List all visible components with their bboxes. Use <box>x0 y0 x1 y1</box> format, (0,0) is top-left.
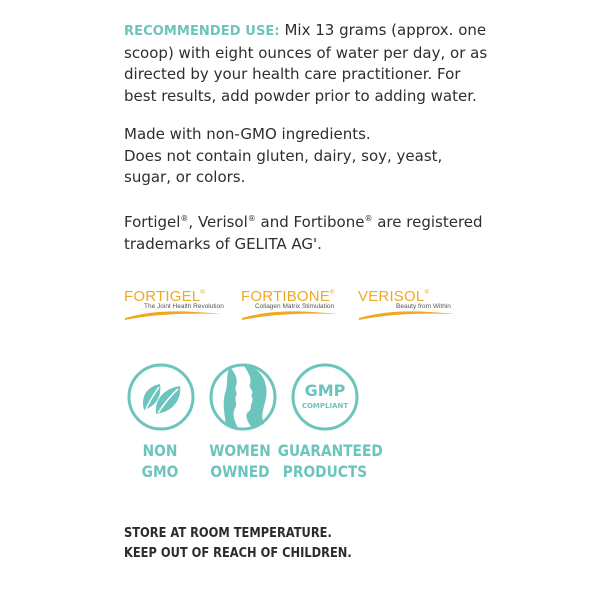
recommended-use-text-1: Mix 13 grams (approx. one <box>279 21 487 39</box>
ingredients-text-2: Does not contain gluten, dairy, soy, yeast, <box>124 146 443 165</box>
fortibone-logo-name: FORTIBONE® <box>241 288 335 305</box>
fortigel-logo <box>124 288 222 324</box>
fortigel-logo-tagline: The Joint Health Revolution <box>144 303 224 310</box>
guaranteed-products-label-line1: GUARANTEED <box>277 441 383 460</box>
recommended-use-text-4: best results, add powder prior to adding water. <box>124 86 477 105</box>
gmp-icon <box>290 362 360 432</box>
trademarks-text-1 <box>124 208 494 234</box>
verisol-logo-tagline: Beauty from Within <box>396 303 451 310</box>
comma: , <box>188 213 198 231</box>
ingredients-text-3: sugar, or colors. <box>124 168 246 186</box>
storage-warning-line1: STORE AT ROOM TEMPERATURE. <box>124 526 332 541</box>
storage-warning <box>124 524 352 564</box>
trademarks-paragraph <box>124 208 494 255</box>
non-gmo-label-line1: NON <box>142 441 178 460</box>
women-profile-icon <box>208 362 278 432</box>
non-gmo-label-line2: GMO <box>141 462 179 481</box>
women-owned-label-line2: OWNED <box>210 462 270 481</box>
fortibone-logo-tagline: Collagen Matrix Stimulation <box>255 303 335 310</box>
recommended-use-text-2: scoop) with eight ounces of water per day, or as <box>124 43 488 62</box>
ingredients-paragraph <box>124 124 494 189</box>
women-owned-label <box>193 440 288 482</box>
recommended-use-label: RECOMMENDED USE: <box>124 24 280 39</box>
guaranteed-products-label <box>277 440 383 482</box>
recommended-use-paragraph <box>124 20 494 107</box>
guaranteed-products-label-line2: PRODUCTS <box>282 462 368 481</box>
storage-warning-line2: KEEP OUT OF REACH OF CHILDREN. <box>124 546 352 561</box>
verisol-logo <box>358 288 456 324</box>
compliant-icon-text: COMPLIANT <box>301 402 349 410</box>
women-owned-label-line1: WOMEN <box>209 441 271 460</box>
registered-mark: ® <box>180 214 189 223</box>
gmp-icon-text: GMP <box>304 381 346 400</box>
and-word: and <box>255 213 294 231</box>
fortigel-word: Fortigel <box>124 213 181 231</box>
fortigel-logo-name: FORTIGEL® <box>124 288 205 305</box>
verisol-word: Verisol <box>197 213 248 231</box>
recommended-use-text-3: directed by your health care practitioner. For <box>124 65 461 83</box>
fortibone-swoosh-icon <box>241 308 339 322</box>
fortigel-swoosh-icon <box>124 308 222 322</box>
verisol-logo-name: VERISOL® <box>358 288 430 305</box>
registered-mark: ® <box>247 214 256 223</box>
fortibone-word: Fortibone <box>293 213 365 231</box>
registered-tail: are registered <box>372 213 483 231</box>
fortibone-logo <box>241 288 339 324</box>
registered-mark: ® <box>364 214 373 223</box>
verisol-swoosh-icon <box>358 308 456 322</box>
ingredients-text-1: Made with non-GMO ingredients. <box>124 125 371 143</box>
trademarks-text-2: trademarks of GELITA AG'. <box>124 234 322 253</box>
leaves-icon <box>126 362 196 432</box>
